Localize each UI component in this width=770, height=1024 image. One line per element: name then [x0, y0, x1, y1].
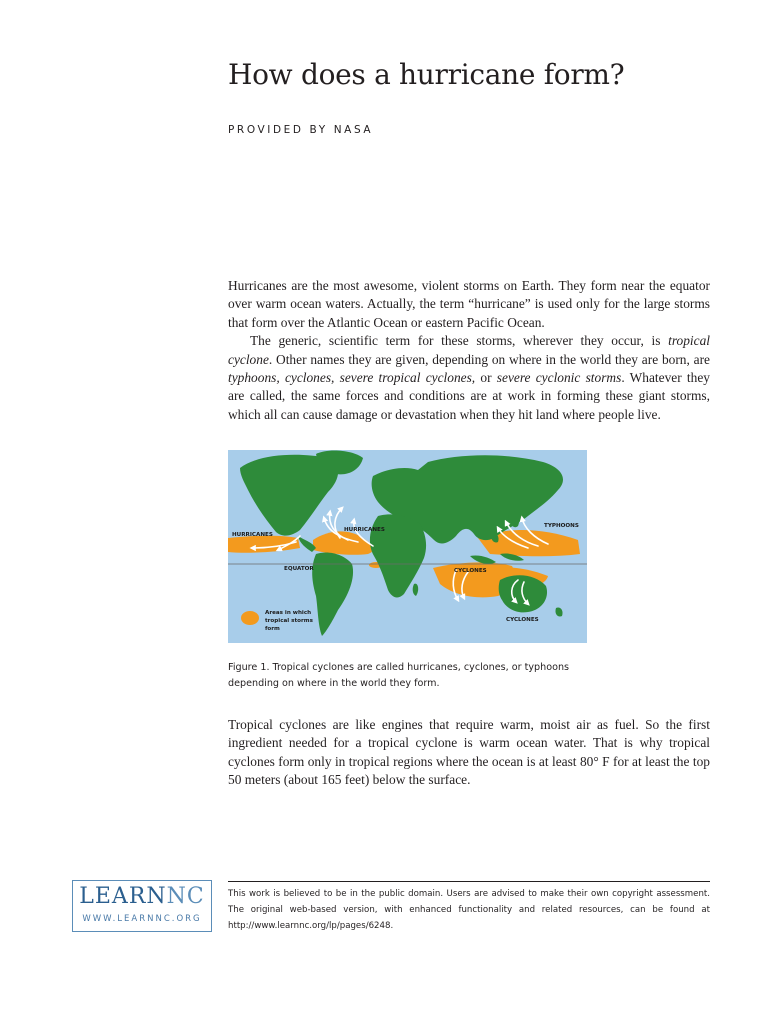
label-cyclones-indian: CYCLONES	[454, 568, 487, 574]
label-typhoons: TYPHOONS	[544, 523, 579, 529]
logo-learn-text: LEARN	[79, 884, 167, 909]
logo-nc-text: NC	[166, 884, 205, 909]
intro-paragraph-2	[228, 332, 710, 424]
legend-line-1: Areas in which	[265, 610, 312, 616]
legend-line-2: tropical storms	[265, 618, 313, 624]
legend-line-3: form	[265, 626, 280, 632]
logo-url: WWW.LEARNNC.ORG	[82, 914, 202, 924]
term-typhoons-cyclones: typhoons, cyclones, severe tropical cyclones,	[228, 370, 476, 386]
learnnc-logo	[72, 880, 212, 932]
label-equator: EQUATOR	[284, 566, 314, 572]
page-subtitle: PROVIDED BY NASA	[228, 124, 374, 136]
intro-p2-text-b: . Other names they are given, depending on where in the world they are born, are	[268, 351, 710, 367]
intro-p2-text-c: or	[475, 370, 497, 386]
footer-note: This work is believed to be in the public domain. Users are advised to make their own copyright assessment. The original web-based version, with enhanced functionality and related resources, can be found at http://www.learnnc.org/lp/pages/6248.	[228, 889, 710, 931]
tropical-cyclone-map	[228, 450, 587, 643]
legend-swatch	[241, 611, 259, 625]
intro-paragraph-1: Hurricanes are the most awesome, violent storms on Earth. They form near the equator over warm ocean waters. Actually, the term “hurricane” is used only for the large storms that form over the Atlantic Ocean or eastern Pacific Ocean.	[228, 278, 710, 330]
term-severe-cyclonic-storms: severe cyclonic storms	[496, 370, 622, 386]
term-tropical-cyclone: tropical cyclone	[228, 333, 710, 367]
label-cyclones-australia: CYCLONES	[506, 617, 539, 623]
intro-p2-text-d: . Whatever they are called, the same forces and conditions are at work in forming these giant storms, which all can cause damage or devastation when they hit land where people live.	[228, 370, 710, 422]
label-hurricanes-atlantic: HURRICANES	[344, 527, 385, 533]
logo-wordmark	[73, 884, 211, 910]
figure-caption: Figure 1. Tropical cyclones are called hurricanes, cyclones, or typhoons depending on where in the world they form.	[228, 662, 570, 689]
label-hurricanes-west: HURRICANES	[232, 532, 273, 538]
intro-p2-text-a: The generic, scientific term for these storms, wherever they occur, is	[250, 333, 669, 349]
closing-paragraph: Tropical cyclones are like engines that require warm, moist air as fuel. So the first ingredient needed for a tropical cyclone is warm ocean water. That is why tropical cyclones form only in tropical regions where the ocean is at least 80° F for at least the top 50 meters (about 165 feet) below the surface.	[228, 717, 710, 788]
intro-section	[228, 277, 710, 424]
footer-divider	[228, 881, 710, 882]
page-title: How does a hurricane form?	[228, 58, 625, 91]
closing-section	[228, 716, 710, 790]
